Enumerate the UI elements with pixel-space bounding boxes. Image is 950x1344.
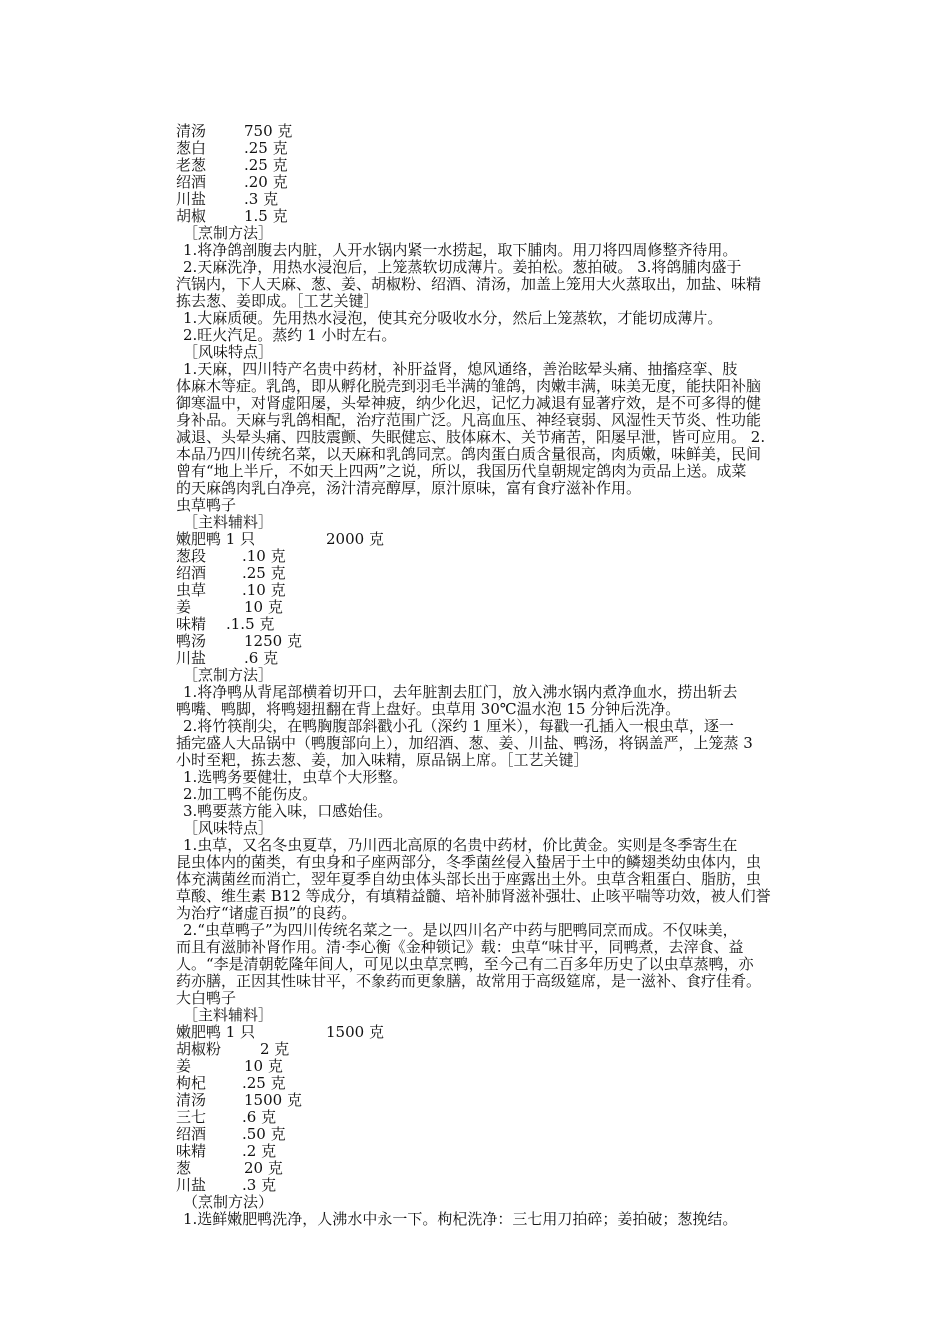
- ingredient-row: [176, 1176, 277, 1194]
- paragraph-line: 2.将竹筷削尖，在鸭胸腹部斜戳小孔（深约 1 厘米），每戳一孔插入一根虫草，逐一: [183, 717, 734, 735]
- section-heading: ［烹制方法］: [183, 224, 274, 242]
- paragraph-line: 减退、头晕头痛、四肢震颤、失眠健忘、肢体麻木、关节痛苦，阳屡早泄，皆可应用。 2.: [176, 428, 766, 446]
- ingredient-qty: .25 克: [242, 1074, 286, 1092]
- ingredient-name: 川盐: [176, 190, 207, 208]
- paragraph-line: 体充满菌丝而消亡，翌年夏季自幼虫体头部长出于座露出土外。虫草含粗蛋白、脂肪，虫: [176, 870, 762, 888]
- paragraph-line: 1.将净鸭从背尾部横着切开口，去年脏割去肛门，放入沸水锅内煮净血水，捞出斩去: [183, 683, 738, 701]
- ingredient-qty: .25 克: [244, 156, 288, 174]
- ingredient-row: [176, 1125, 286, 1143]
- ingredient-qty: .25 克: [244, 139, 288, 157]
- section-heading: ［主料辅料］: [183, 513, 274, 531]
- paragraph-line: 昆虫体内的菌类，有虫身和子座两部分，冬季菌丝侵入蛰居于土中的鳞翅类幼虫体内，虫: [176, 853, 762, 871]
- paragraph-line: 2.加工鸭不能伤皮。: [183, 785, 318, 803]
- ingredient-row: [176, 1023, 384, 1041]
- paragraph-line: 1.将净鸽剖腹去内脏，人开水锅内紧一水捞起，取下脯肉。用刀将四周修整齐待用。: [183, 241, 738, 259]
- paragraph-line: 2.“虫草鸭子”为四川传统名菜之一。是以四川名产中药与肥鸭同烹而成。不仅味美，: [183, 921, 738, 939]
- ingredient-name: 鸭汤: [176, 632, 207, 650]
- paragraph-line: 拣去葱、姜即成。［工艺关键］: [176, 292, 379, 310]
- paragraph-line: 2.天麻洗净，用热水浸泡后，上笼蒸软切成薄片。姜拍松。葱拍破。 3.将鸽脯肉盛于: [183, 258, 742, 276]
- ingredient-name: 绍酒: [176, 173, 207, 191]
- ingredient-row: [176, 139, 288, 157]
- paragraph-line: 的天麻鸽肉乳白净亮，汤汁清亮醇厚，原汁原味，富有食疗滋补作用。: [176, 479, 642, 497]
- ingredient-qty: .10 克: [242, 547, 286, 565]
- ingredient-row: [176, 173, 288, 191]
- ingredient-row: [176, 632, 302, 650]
- ingredient-qty: 750 克: [244, 122, 293, 140]
- ingredient-qty: 2 克: [260, 1040, 290, 1058]
- ingredient-qty: 20 克: [244, 1159, 283, 1177]
- paragraph-line: 鸭嘴、鸭脚，将鸭翅扭翻在背上盘好。虫草用 30℃温水泡 15 分钟后洗净。: [176, 700, 681, 718]
- ingredient-row: [176, 1091, 302, 1109]
- ingredient-row: [176, 1074, 286, 1092]
- ingredient-qty: 1250 克: [244, 632, 302, 650]
- ingredient-name: 葱: [176, 1159, 192, 1177]
- ingredient-name: 味精: [176, 615, 207, 633]
- recipe-title: 虫草鸭子: [176, 496, 237, 514]
- ingredient-qty: .10 克: [242, 581, 286, 599]
- ingredient-row: [176, 547, 286, 565]
- section-heading: （烹制方法）: [183, 1193, 274, 1211]
- ingredient-name: 川盐: [176, 1176, 207, 1194]
- ingredient-name: 葱段: [176, 547, 207, 565]
- ingredient-row: [176, 564, 286, 582]
- section-heading: ［烹制方法］: [183, 666, 274, 684]
- ingredient-qty: .3 克: [242, 1176, 277, 1194]
- paragraph-line: 1.选鸭务要健壮，虫草个大形整。: [183, 768, 408, 786]
- paragraph-line: 小时至粑，拣去葱、姜，加入味精，原品锅上席。［工艺关键］: [176, 751, 589, 769]
- ingredient-name: 姜: [176, 1057, 192, 1075]
- paragraph-line: 1.虫草，又名冬虫夏草，乃川西北高原的名贵中药材，价比黄金。实则是冬季寄生在: [183, 836, 738, 854]
- ingredient-qty: .6 克: [244, 649, 279, 667]
- ingredient-name: 三七: [176, 1108, 207, 1126]
- ingredient-row: [176, 581, 286, 599]
- ingredient-qty: 1500 克: [244, 1091, 302, 1109]
- paragraph-line: 1.天麻，四川特产名贵中药材，补肝益肾，熄风通络，善治眩晕头痛、抽搐痉挛、肢: [183, 360, 738, 378]
- ingredient-name: 胡椒粉: [176, 1040, 222, 1058]
- ingredient-row: [176, 1057, 283, 1075]
- ingredient-row: [176, 598, 283, 616]
- paragraph-line: 草酸、维生素 B12 等成分，有填精益髓、培补肺肾滋补强壮、止咳平喘等功效，被人们誉: [176, 887, 771, 905]
- ingredient-qty: 1.5 克: [244, 207, 288, 225]
- ingredient-row: [176, 156, 288, 174]
- ingredient-name: 姜: [176, 598, 192, 616]
- ingredient-row: [176, 190, 279, 208]
- section-heading: ［主料辅料］: [183, 1006, 274, 1024]
- paragraph-line: 人。“李是清朝乾隆年间人，可见以虫草烹鸭，至今己有二百多年历史了以虫草蒸鸭，亦: [176, 955, 754, 973]
- paragraph-line: 1.大麻质硬。先用热水浸泡，使其充分吸收水分，然后上笼蒸软，才能切成薄片。: [183, 309, 723, 327]
- paragraph-line: 插完盛人大品锅中（鸭腹部向上），加绍酒、葱、姜、川盐、鸭汤，将锅盖严，上笼蒸 3: [176, 734, 753, 752]
- ingredient-row: [176, 1159, 283, 1177]
- ingredient-qty: 1500 克: [326, 1023, 384, 1041]
- ingredient-name: 清汤: [176, 122, 207, 140]
- ingredient-qty: .50 克: [242, 1125, 286, 1143]
- ingredient-name: 清汤: [176, 1091, 207, 1109]
- ingredient-name: 枸杞: [176, 1074, 207, 1092]
- paragraph-line: 为治疗“诸虚百损”的良药。: [176, 904, 357, 922]
- paragraph-line: 体麻木等症。乳鸽，即从孵化脱壳到羽毛半满的雏鸽，肉嫩丰满，味美无度，能扶阳补脑: [176, 377, 762, 395]
- recipe-title: 大白鸭子: [176, 989, 237, 1007]
- ingredient-row: [176, 122, 293, 140]
- ingredient-name: 绍酒: [176, 564, 207, 582]
- ingredient-name: 味精: [176, 1142, 207, 1160]
- paragraph-line: 药亦膳，正因其性味甘平，不象药而更象膳，故常用于高级筵席，是一滋补、食疗佳肴。: [176, 972, 762, 990]
- ingredient-qty: .3 克: [244, 190, 279, 208]
- ingredient-row: [176, 615, 275, 633]
- paragraph-line: 汽锅内，下人天麻、葱、姜、胡椒粉、绍酒、清汤，加盖上笼用大火蒸取出，加盐、味精: [176, 275, 762, 293]
- ingredient-row: [176, 1040, 290, 1058]
- ingredient-name: 嫩肥鸭 1 只: [176, 530, 256, 548]
- paragraph-line: 而且有滋肺补肾作用。清·李心衡《金种锁记》载：虫草“味甘平，同鸭煮，去滓食、益: [176, 938, 744, 956]
- ingredient-qty: .2 克: [242, 1142, 277, 1160]
- ingredient-name: 绍酒: [176, 1125, 207, 1143]
- ingredient-qty: .25 克: [242, 564, 286, 582]
- ingredient-qty: .1.5 克: [226, 615, 275, 633]
- paragraph-line: 1.选鲜嫩肥鸭洗净，人沸水中永一下。枸杞洗净：三七用刀拍碎；姜拍破；葱挽结。: [183, 1210, 738, 1228]
- ingredient-qty: 10 克: [244, 1057, 283, 1075]
- ingredient-name: 虫草: [176, 581, 207, 599]
- ingredient-name: 老葱: [176, 156, 207, 174]
- ingredient-row: [176, 207, 288, 225]
- ingredient-row: [176, 1108, 277, 1126]
- ingredient-row: [176, 530, 384, 548]
- paragraph-line: 2.旺火汽足。蒸约 1 小时左右。: [183, 326, 397, 344]
- paragraph-line: 本品乃四川传统名菜，以天麻和乳鸽同烹。鸽肉蛋白质含量很高，肉质嫩，味鲜美，民间: [176, 445, 762, 463]
- ingredient-name: 川盐: [176, 649, 207, 667]
- ingredient-qty: .6 克: [242, 1108, 277, 1126]
- paragraph-line: 身补品。天麻与乳鸽相配，治疗范围广泛。凡高血压、神经衰弱、风湿性天节炎、性功能: [176, 411, 762, 429]
- paragraph-line: 御寒温中，对肾虚阳屡，头晕神疲，纳少化迟，记忆力减退有显著疗效，是不可多得的健: [176, 394, 762, 412]
- ingredient-name: 嫩肥鸭 1 只: [176, 1023, 256, 1041]
- ingredient-qty: 2000 克: [326, 530, 384, 548]
- paragraph-line: 曾有“地上半斤，不如天上四两”之说，所以，我国历代皇朝规定鸽肉为贡品上送。成菜: [176, 462, 747, 480]
- paragraph-line: 3.鸭要蒸方能入味，口感始佳。: [183, 802, 393, 820]
- section-heading: ［风味特点］: [183, 343, 274, 361]
- ingredient-qty: .20 克: [244, 173, 288, 191]
- ingredient-name: 胡椒: [176, 207, 207, 225]
- section-heading: ［风味特点］: [183, 819, 274, 837]
- ingredient-qty: 10 克: [244, 598, 283, 616]
- ingredient-row: [176, 1142, 277, 1160]
- ingredient-name: 葱白: [176, 139, 207, 157]
- ingredient-row: [176, 649, 279, 667]
